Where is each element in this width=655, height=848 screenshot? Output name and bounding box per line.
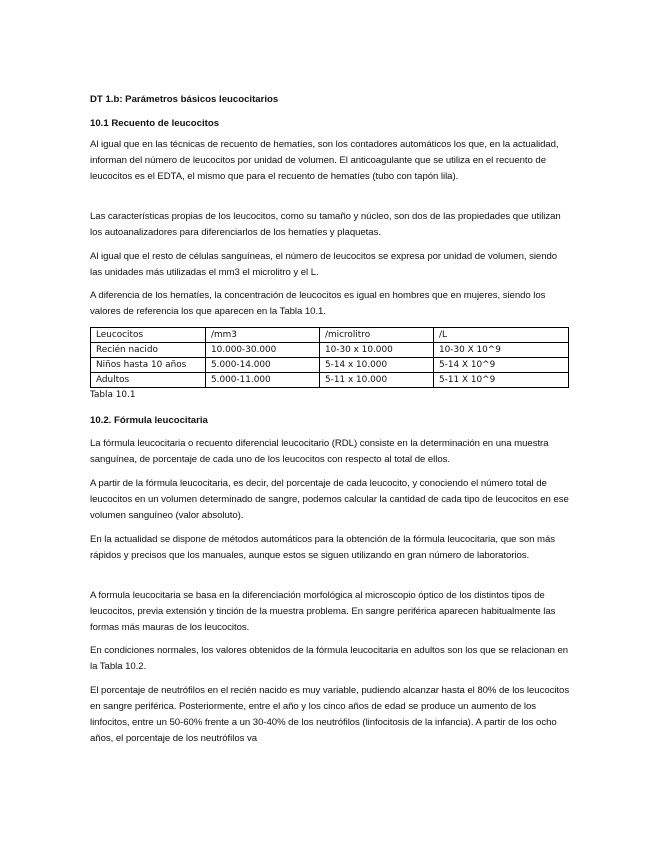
table-cell: 5-14 x 10.000 — [320, 358, 434, 373]
paragraph: La fórmula leucocitaria o recuento diferencial leucocitario (RDL) consiste en la determinación en una muestra sanguínea, de porcentaje de cada uno de los leucocitos con respecto al total de ellos. — [90, 438, 549, 465]
section-heading-recuento: 10.1 Recuento de leucocitos — [90, 118, 220, 129]
paragraph: A formula leucocitaria se basa en la diferenciación morfológica al microscopio óptico de los distintos tipos de leucocitos, previa extensión y tinción de la muestra problema. En sangre periférica aparecen habitualmente las formas más mauras de los leucocitos. — [90, 590, 556, 633]
table-cell: 10.000-30.000 — [206, 343, 320, 358]
paragraph: En condiciones normales, los valores obtenidos de la fórmula leucocitaria en adultos son los que se relacionan en la Tabla 10.2. — [90, 645, 569, 672]
table-row — [91, 358, 569, 373]
paragraph: En la actualidad se dispone de métodos automáticos para la obtención de la fórmula leucocitaria, que son más rápidos y precisos que los manuales, aunque estos se siguen utilizando en gran número de laboratorios. — [90, 534, 555, 561]
table-row — [91, 328, 569, 343]
document-title: DT 1.b: Parámetros básicos leucocitarios — [90, 94, 279, 105]
table-cell: 5.000-14.000 — [206, 358, 320, 373]
paragraph: Al igual que el resto de células sanguíneas, el número de leucocitos se expresa por unidad de volumen, siendo las unidades más utilizadas el mm3 el microlitro y el L. — [90, 251, 558, 278]
section-heading-formula: 10.2. Fórmula leucocitaria — [90, 415, 208, 426]
paragraph: A partir de la fórmula leucocitaria, es decir, del porcentaje de cada leucocito, y conociendo el número total de leucocitos en un volumen determinado de sangre, podemos calcular la cantidad de cada tipo de leucocitos en ese volumen sanguíneo (valor absoluto). — [90, 478, 569, 521]
table-row — [91, 343, 569, 358]
table-cell: 5-11 x 10.000 — [320, 373, 434, 388]
table-cell: 10-30 x 10.000 — [320, 343, 434, 358]
paragraph: Al igual que en las técnicas de recuento de hematíes, son los contadores automáticos los que, en la actualidad, informan del número de leucocitos por unidad de volumen. El anticoagulante que se utiliza en el recuento de leucocitos es el EDTA, el mismo que para el recuento de hematíes (tubo con tapón lila). — [90, 139, 559, 182]
table-row — [91, 373, 569, 388]
table-caption: Tabla 10.1 — [90, 390, 136, 400]
table-cell: /mm3 — [206, 328, 320, 343]
table-cell: /L — [434, 328, 569, 343]
table-cell: Adultos — [91, 373, 206, 388]
table-cell: Leucocitos — [91, 328, 206, 343]
paragraph: A diferencia de los hematíes, la concentración de leucocitos es igual en hombres que en mujeres, siendo los valores de referencia los que aparecen en la Tabla 10.1. — [90, 290, 546, 317]
paragraph: Las características propias de los leucocitos, como su tamaño y núcleo, son dos de las propiedades que utilizan los autoanalizadores para diferenciarlos de los hematíes y plaquetas. — [90, 211, 561, 238]
paragraph: El porcentaje de neutrófilos en el recién nacido es muy variable, pudiendo alcanzar hasta el 80% de los leucocitos en sangre periférica. Posteriormente, entre el año y los cinco años de edad se produce un aumento de los linfocitos, entre un 50-60% frente a un 30-40% de los neutrófilos (linfocitosis de la infancia). A partir de los ocho años, el porcentaje de los neutrófilos va — [90, 685, 570, 744]
table-cell: Niños hasta 10 años — [91, 358, 206, 373]
table-cell: Recién nacido — [91, 343, 206, 358]
table-cell: 5-14 X 10^9 — [434, 358, 569, 373]
table-cell: 10-30 X 10^9 — [434, 343, 569, 358]
table-cell: 5.000-11.000 — [206, 373, 320, 388]
table-cell: /microlitro — [320, 328, 434, 343]
table-cell: 5-11 X 10^9 — [434, 373, 569, 388]
reference-values-table — [90, 327, 569, 388]
